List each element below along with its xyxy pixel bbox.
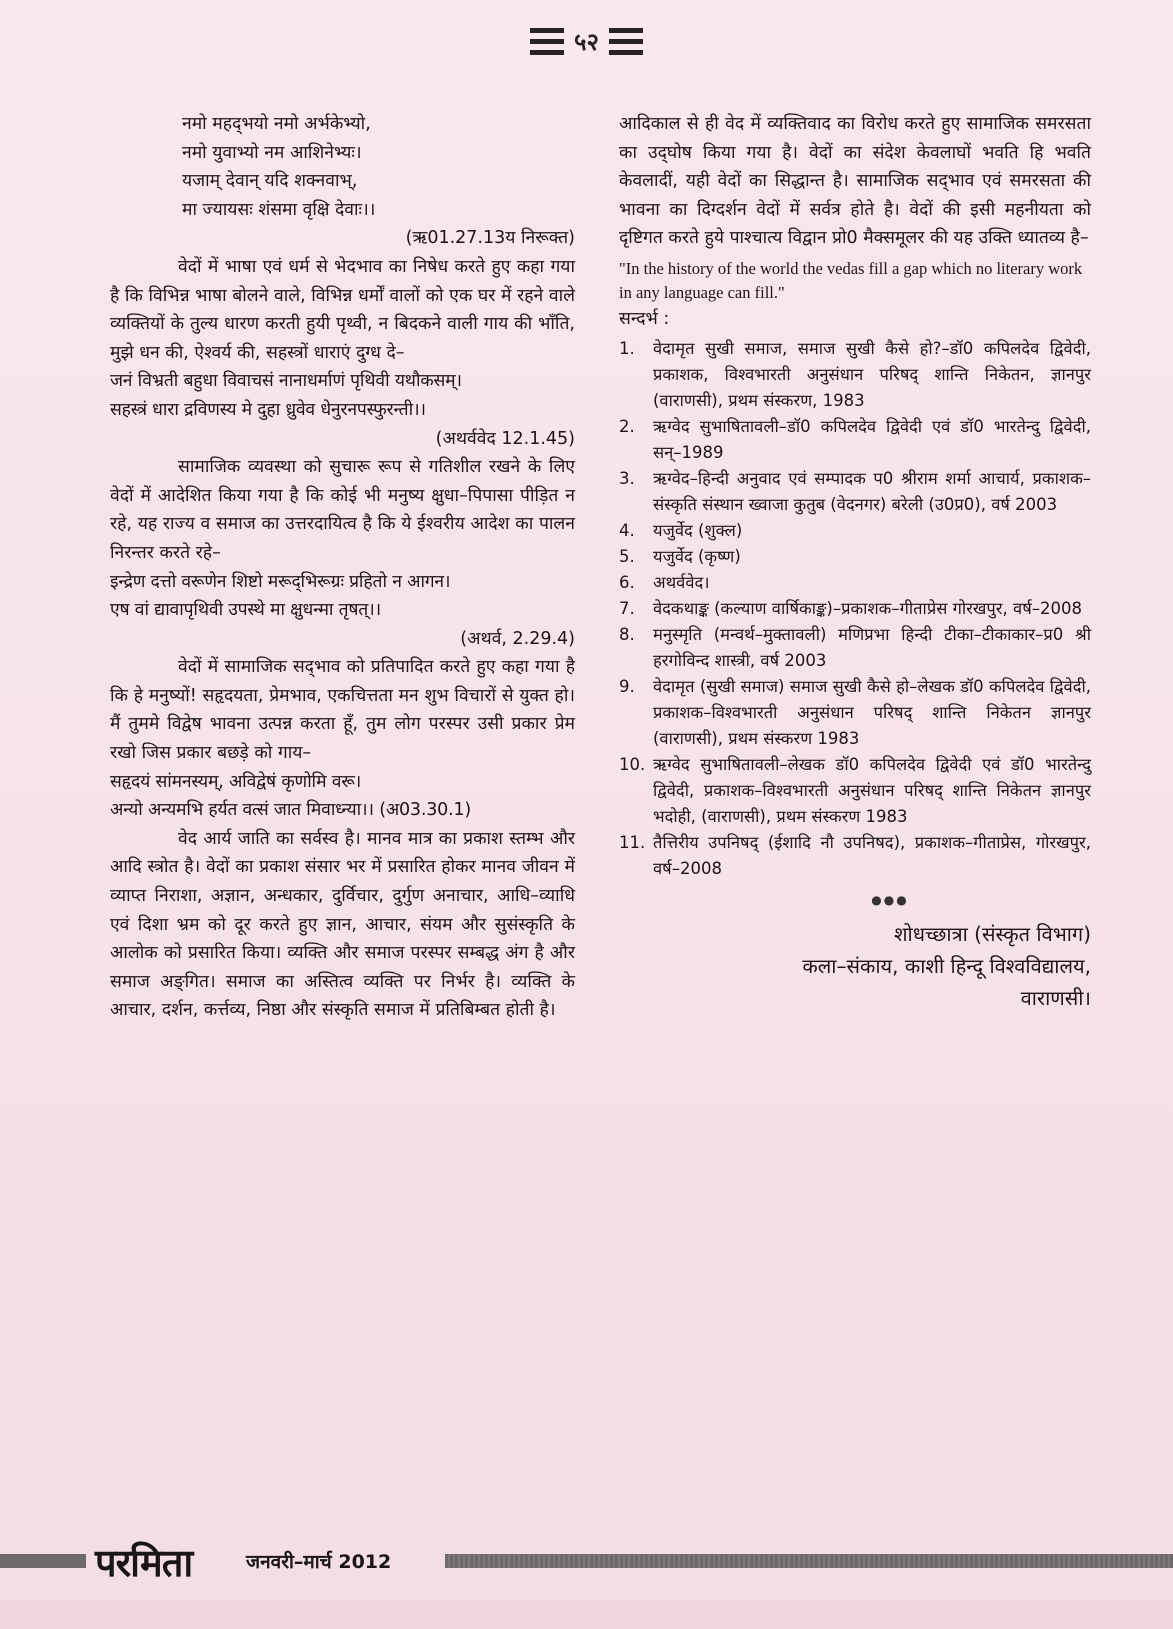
right-column <box>619 110 1091 1014</box>
reference-text: वेदामृत (सुखी समाज) समाज सुखी कैसे हो–लेखक डॉ0 कपिलदेव द्विवेदी, प्रकाशक–विश्वभारती अनुसंधान परिषद्‌ शान्ति निकेतन ज्ञानपुर (वाराणसी), प्रथम संस्करण 1983 <box>653 676 1091 748</box>
reference-text: अथर्ववेद। <box>653 572 710 592</box>
references-heading: सन्दर्भ : <box>619 308 670 329</box>
reference-number: 5. <box>619 546 635 566</box>
reference-number: 10. <box>619 754 646 774</box>
reference-text: ऋग्वेद–हिन्दी अनुवाद एवं सम्पादक प0 श्रीराम शर्मा आचार्य, प्रकाशक–संस्कृति संस्थान ख्वाजा कुतुब (वेदनगर) बरेली (उ0प्र0), वर्ष 2003 <box>653 468 1091 514</box>
reference-number: 2. <box>619 416 635 436</box>
left-column <box>110 110 575 1025</box>
reference-text: तैत्तिरीय उपनिषद्‌ (ईशादि नौ उपनिषद), प्रकाशक–गीताप्रेस, गोरखपुर, वर्ष–2008 <box>653 832 1091 878</box>
reference-text: वेदकथाङ्क (कल्याण वार्षिकाङ्क)–प्रकाशक–गीताप्रेस गोरखपुर, वर्ष–2008 <box>653 598 1082 618</box>
citation: (ऋ01.27.13य निरूक्त) <box>405 228 575 249</box>
quote-line: अन्यो अन्यमभि हर्यत वत्सं जात मिवाध्न्या।। (अ03.30.1) <box>110 800 472 821</box>
author-affiliation <box>619 918 1091 1014</box>
reference-item <box>619 336 1091 414</box>
reference-item <box>619 752 1091 830</box>
quote-line: एष वां द्यावापृथिवी उपस्थे मा क्षुधन्मा तृषत्‌।। <box>110 600 381 621</box>
quote-line: जनं विभ्रती बहुधा विवाचसं नानाधर्माणं पृथिवी यथौकसम्‌। <box>110 371 462 392</box>
reference-text: यजुर्वेद (कृष्ण) <box>653 546 741 566</box>
page-number: ५२ <box>574 27 599 56</box>
header-ornament-left <box>530 28 564 55</box>
reference-number: 3. <box>619 468 635 488</box>
reference-number: 9. <box>619 676 635 696</box>
quote-line: सहृदयं सांमनस्यम्‌, अविद्वेषं कृणोमि वरू। <box>110 771 362 792</box>
verse-line: मा ज्यायसः शंसमा वृक्षि देवाः।। <box>182 199 376 220</box>
reference-number: 1. <box>619 338 635 358</box>
reference-item <box>619 622 1091 674</box>
author-line: वाराणसी। <box>1020 986 1091 1011</box>
quote-line: सहस्त्रं धारा द्रविणस्य मे दुहा ध्रुवेव धेनुरनपस्फुरन्ती।। <box>110 399 426 420</box>
author-line: शोधच्छात्रा (संस्कृत विभाग) <box>893 922 1091 947</box>
reference-item <box>619 466 1091 518</box>
english-quote: "In the history of the world the vedas fill a gap which no literary work in any language can fill." <box>619 258 1083 302</box>
verse-line: नमो युवाभ्यो नम आशिनेभ्यः। <box>182 142 362 163</box>
page-header <box>0 18 1173 64</box>
reference-number: 7. <box>619 598 635 618</box>
paragraph: सामाजिक व्यवस्था को सुचारू रूप से गतिशील रखने के लिए वेदों में आदेशित किया गया है कि कोई भी मनुष्य क्षुधा–पिपासा पीड़ित न रहे, यह राज्य व समाज का उत्तरदायित्व है कि ये ईश्वरीय आदेश का पालन निरन्तर करते रहे– <box>110 457 575 563</box>
reference-text: वेदामृत सुखी समाज, समाज सुखी कैसे हो?–डॉ0 कपिलदेव द्विवेदी, प्रकाशक, विश्वभारती अनुसंधान परिषद्‌ शान्ति निकेतन, ज्ञानपुर (वाराणसी), प्रथम संस्करण, 1983 <box>653 338 1091 410</box>
citation: (अथर्ववेद 12.1.45) <box>435 428 575 449</box>
reference-number: 6. <box>619 572 635 592</box>
reference-item <box>619 544 1091 570</box>
reference-item <box>619 414 1091 466</box>
page-bottom-edge <box>0 1600 1173 1629</box>
reference-text: ऋग्वेद सुभाषितावली–लेखक डॉ0 कपिलदेव द्विवेदी एवं डॉ0 भारतेन्दु द्विवेदी, प्रकाशक–विश्वभारती अनुसंधान परिषद्‌ शान्ति निकेतन ज्ञानपुर भदोही, (वाराणसी), प्रथम संस्करण 1983 <box>653 754 1091 826</box>
footer-rule-right <box>445 1554 1173 1568</box>
reference-number: 11. <box>619 832 646 852</box>
reference-item <box>619 596 1091 622</box>
verse-block-1 <box>110 110 575 224</box>
reference-item <box>619 830 1091 882</box>
header-ornament-right <box>609 28 643 55</box>
journal-logo: परमिता <box>95 1541 193 1585</box>
quote-line: इन्द्रेण दत्तो वरूणेन शिष्टो मरूद्‌भिरूग्रः प्रहितो न आगन। <box>110 571 451 592</box>
paragraph: वेद आर्य जाति का सर्वस्व है। मानव मात्र का प्रकाश स्तम्भ और आदि स्त्रोत है। वेदों का प्रकाश संसार भर में प्रसारित होकर मानव जीवन में व्याप्त निराशा, अज्ञान, अन्धकार, दुर्विचार, दुर्गुण अनाचार, आधि–व्याधि एवं दिशा भ्रम को दूर करते हुए ज्ञान, आचार, संयम और सुसंस्कृति के आलोक को प्रसारित किया। व्यक्ति और समाज परस्पर सम्बद्ध अंग है और समाज अङ्‌गित। समाज का अस्तित्व व्यक्ति पर निर्भर है। व्यक्ति के आचार, दर्शन, कर्त्तव्य, निष्ठा और संस्कृति समाज में प्रतिबिम्बत होती है। <box>110 828 575 1021</box>
reference-number: 4. <box>619 520 635 540</box>
reference-item <box>619 570 1091 596</box>
reference-text: मनुस्मृति (मन्वर्थ–मुक्तावली) मणिप्रभा हिन्दी टीका–टीकाकार–प्र0 श्री हरगोविन्द शास्त्री, वर्ष 2003 <box>653 624 1091 670</box>
citation: (अथर्व, 2.29.4) <box>460 628 575 649</box>
page-footer <box>0 1532 1173 1592</box>
reference-list <box>619 336 1091 882</box>
reference-text: यजुर्वेद (शुक्ल) <box>653 520 743 540</box>
paragraph: वेदों में भाषा एवं धर्म से भेदभाव का निषेध करते हुए कहा गया है कि विभिन्न भाषा बोलने वाले, विभिन्न धर्मों वालों को एक घर में रहने वाले व्यक्तियों के तुल्य धारण करती हुयी पृथ्वी, न बिदकने वाली गाय की भाँति, मुझे धन की, ऐश्वर्य की, सहस्त्रों धाराएं दुग्ध दे– <box>110 256 575 363</box>
paragraph: आदिकाल से ही वेद में व्यक्तिवाद का विरोध करते हुए सामाजिक समरसता का उद्‌घोष किया गया है। वेदों का संदेश केवलाघों भवति हि भवति केवलादीं, यही वेदों का सिद्धान्त है। सामाजिक सद्‌भाव एवं समरसता की भावना का दिग्दर्शन वेदों में सर्वत्र होते है। वेदों की इसी महनीयता को दृष्टिगत करते हुये पाश्चात्य विद्वान प्रो0 मैक्समूलर की यह उक्ति ध्यातव्य है– <box>619 114 1091 249</box>
paragraph: वेदों में सामाजिक सद्‌भाव को प्रतिपादित करते हुए कहा गया है कि हे मनुष्यों! सहृदयता, प्रेमभाव, एकचित्तता मन शुभ विचारों से युक्त हो। मैं तुममे विद्वेष भावना उत्पन्न करता हूँ, तुम लोग परस्पर उसी प्रकार प्रेम रखो जिस प्रकार बछड़े को गाय– <box>110 657 575 764</box>
footer-rule-left <box>0 1554 86 1568</box>
reference-text: ऋग्वेद सुभाषितावली–डॉ0 कपिलदेव द्विवेदी एवं डॉ0 भारतेन्दु द्विवेदी, सन्‌–1989 <box>653 416 1091 462</box>
reference-item <box>619 674 1091 752</box>
reference-number: 8. <box>619 624 635 644</box>
verse-line: यजाम्‌ देवान्‌ यदि शक्नवाभ्‌, <box>182 171 358 192</box>
reference-item <box>619 518 1091 544</box>
verse-line: नमो महद्‌भयो नमो अर्भकेभ्यो, <box>182 114 371 134</box>
end-mark-icon: ●●● <box>871 892 909 907</box>
journal-issue: जनवरी–मार्च 2012 <box>246 1551 392 1573</box>
author-line: कला–संकाय, काशी हिन्दू विश्वविद्यालय, <box>802 954 1091 979</box>
